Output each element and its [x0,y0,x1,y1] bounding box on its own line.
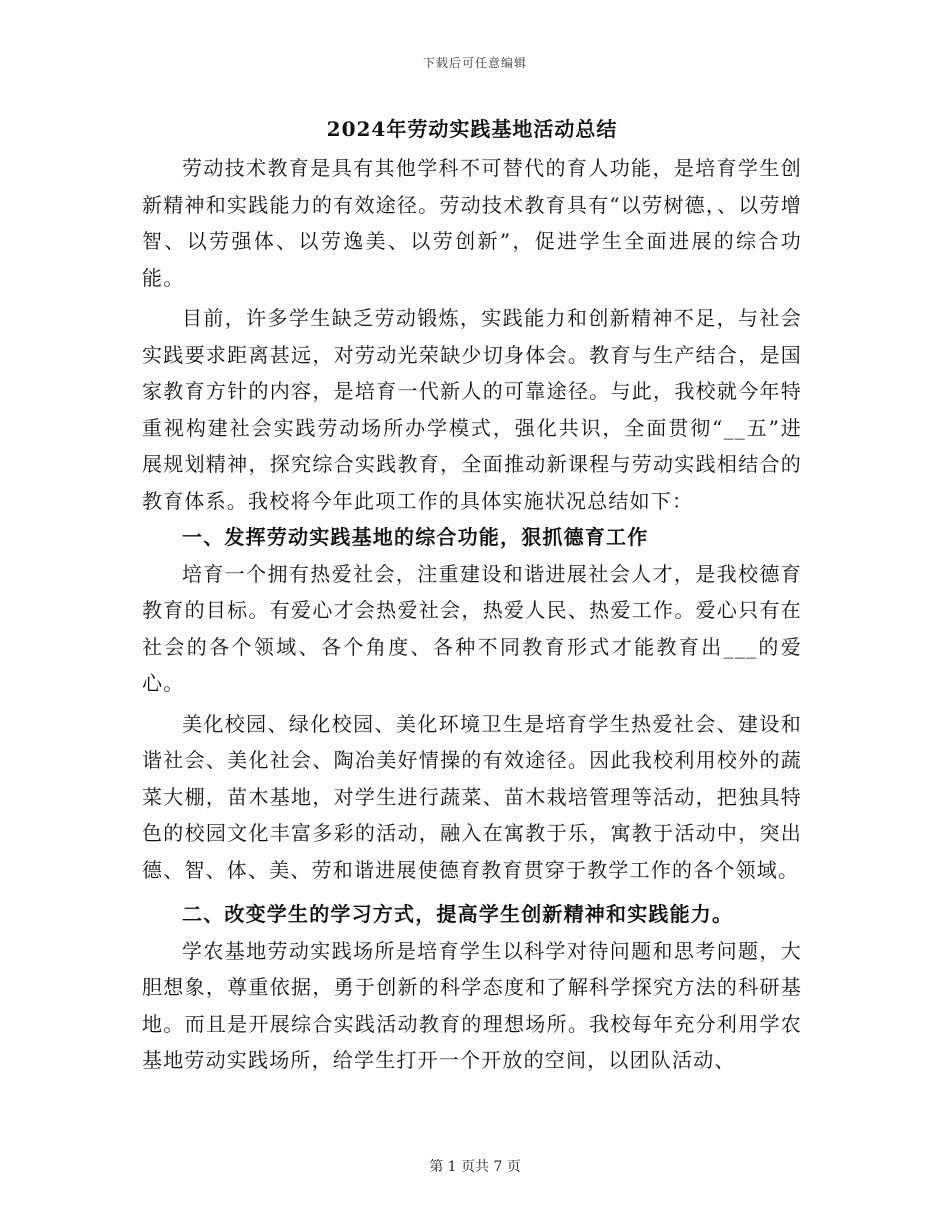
paragraph-current-status: 目前，许多学生缺乏劳动锻炼，实践能力和创新精神不足，与社会实践要求距离甚远，对劳动光荣缺少切身体会。教育与生产结合，是国家教育方针的内容，是培育一代新人的可靠途径。与此，我校就今年特重视构建社会实践劳动场所办学模式，强化共识，全面贯彻“__五”进展规划精神，探究综合实践教育，全面推动新课程与劳动实践相结合的教育体系。我校将今年此项工作的具体实施状况总结如下： [142,306,802,513]
paragraph-learning-method: 学农基地劳动实践场所是培育学生以科学对待问题和思考问题，大胆想象，尊重依据，勇于创新的科学态度和了解科学探究方法的科研基地。而且是开展综合实践活动教育的理想场所。我校每年充分利用学农基地劳动实践场所，给学生打开一个开放的空间，以团队活动、 [142,938,802,1072]
document-title: 2024年劳动实践基地活动总结 [326,117,618,141]
paragraph-intro: 劳动技术教育是具有其他学科不可替代的育人功能，是培育学生创新精神和实践能力的有效途径。劳动技术教育具有“以劳树德，、以劳增智、以劳强体、以劳逸美、以劳创新”，促进学生全面进展的综合功能。 [142,156,802,290]
header-note: 下载后可任意编辑 [422,56,527,70]
paragraph-campus-beautification: 美化校园、绿化校园、美化环境卫生是培育学生热爱社会、建设和谐社会、美化社会、陶冶美好情操的有效途径。因此我校利用校外的蔬菜大棚，苗木基地，对学生进行蔬菜、苗木栽培管理等活动，把独具特色的校园文化丰富多彩的活动，融入在寓教于乐，寓教于活动中，突出德、智、体、美、劳和谐进展使德育教育贯穿于教学工作的各个领域。 [142,711,802,882]
document-body [142,112,802,1079]
section-heading-1: 一、发挥劳动实践基地的综合功能，狠抓德育工作 [182,525,649,549]
section-heading-2: 二、改变学生的学习方式，提高学生创新精神和实践能力。 [182,902,734,926]
page-number: 第 1 页共 7 页 [429,1159,521,1175]
paragraph-moral-education: 培育一个拥有热爱社会，注重建设和谐进展社会人才，是我校德育教育的目标。有爱心才会热爱社会，热爱人民、热爱工作。爱心只有在社会的各个领域、各个角度、各种不同教育形式才能教育出___的爱心。 [142,561,802,695]
